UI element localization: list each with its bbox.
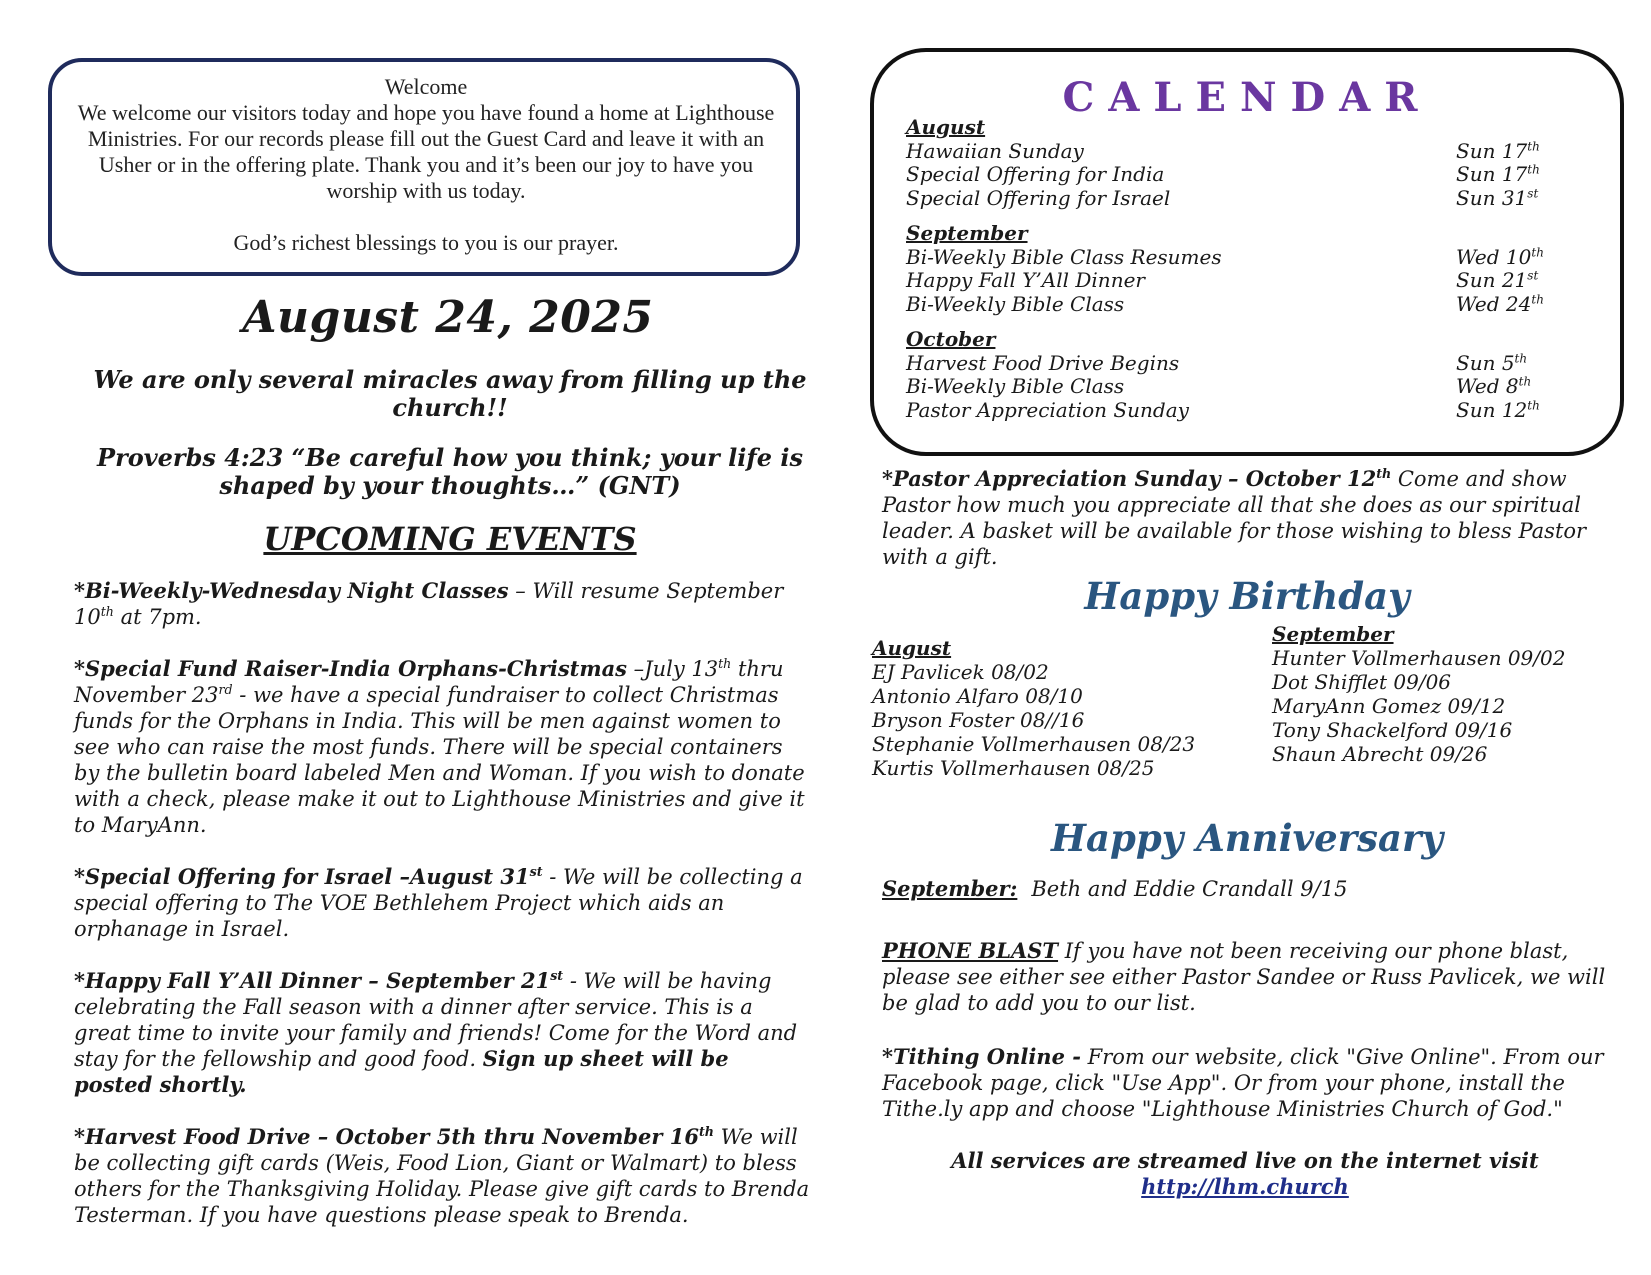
event-item: *Special Fund Raiser-India Orphans-Christmas –July 13th thru November 23rd - we have a special fundraiser to collect Christmas funds for the Orphans in India. This will be men against women to see who can raise the most funds. There will be special containers by the bulletin board labeled Men and Woman. If you wish to donate with a check, please make it out to Lighthouse Ministries and give it to MaryAnn.	[74, 656, 805, 837]
calendar-month: August	[906, 115, 986, 139]
list-item: Tony Shackelford 09/16	[1272, 718, 1513, 742]
event-title: *Harvest Food Drive – October 5th thru November 16	[74, 1124, 699, 1149]
list-item: Bryson Foster 08//16	[872, 708, 1085, 732]
welcome-heading: Welcome	[384, 74, 468, 99]
streaming-notice	[882, 1148, 1608, 1200]
event-item: *Happy Fall Y’All Dinner – September 21st - We will be having celebrating the Fall season with a dinner after service. This is a great time to invite your family and friends! Come for the Word and stay for the fellowship and good food. Sign up sheet will be posted shortly.	[74, 968, 798, 1097]
list-item: Stephanie Vollmerhausen 08/23	[872, 732, 1196, 756]
calendar-row: Bi-Weekly Bible Class Wed 24th	[906, 291, 1544, 316]
calendar-row: Harvest Food Drive Begins Sun 5th	[906, 350, 1528, 375]
event-title: *Bi-Weekly-Wednesday Night Classes	[74, 578, 509, 603]
anniversary-couple: Beth and Eddie Crandall 9/15	[1031, 877, 1348, 901]
welcome-body: We welcome our visitors today and hope you have found a home at Lighthouse Ministries. For our records please fill out the Guest Card and leave it with an Usher or in the offering plate. Thank you and it’s been our joy to have you worship with us today.	[77, 100, 775, 203]
calendar-row: Pastor Appreciation Sunday Sun 12th	[906, 397, 1540, 422]
birthday-month-label: August	[872, 636, 952, 660]
calendar-month-group	[906, 328, 1546, 422]
list-item: Antonio Alfaro 08/10	[872, 684, 1083, 708]
streaming-text: All services are streamed live on the internet visit	[951, 1148, 1539, 1173]
calendar-row: Bi-Weekly Bible Class Wed 8th	[906, 374, 1532, 398]
event-item: *Harvest Food Drive – October 5th thru November 16th We will be collecting gift cards (Weis, Food Lion, Giant or Walmart) to bless others for the Thanksgiving Holiday. Please give gift cards to Brenda Testerman. If you have questions please speak to Brenda.	[74, 1124, 810, 1227]
list-item: Shaun Abrecht 09/26	[1272, 742, 1488, 766]
calendar-month-group	[906, 116, 1546, 210]
calendar-row: Bi-Weekly Bible Class Resumes Wed 10th	[906, 244, 1544, 269]
tithing-title: *Tithing Online -	[882, 1044, 1081, 1069]
phone-blast-title: PHONE BLAST	[882, 938, 1059, 963]
event-title: *Special Offering for Israel –August 31	[74, 864, 530, 889]
anniversary-heading: Happy Anniversary	[1051, 816, 1443, 860]
list-item: Hunter Vollmerhausen 09/02	[1272, 646, 1566, 670]
calendar-list	[906, 116, 1546, 434]
calendar-title: CALENDAR	[1062, 74, 1432, 121]
list-item: Dot Shifflet 09/06	[1272, 670, 1452, 694]
pastor-appreciation-title: *Pastor Appreciation Sunday – October 12	[882, 466, 1377, 491]
calendar-month: September	[906, 221, 1028, 245]
birthday-heading: Happy Birthday	[1084, 574, 1410, 618]
calendar-row: Special Offering for India Sun 17th	[906, 162, 1540, 186]
bulletin-date: August 24, 2025	[242, 292, 654, 343]
list-item: Kurtis Vollmerhausen 08/25	[872, 756, 1155, 780]
pastor-appreciation-paragraph: *Pastor Appreciation Sunday – October 12th Come and show Pastor how much you appreciate all that she does as our spiritual leader. A basket will be available for those wishing to bless Pastor with a gift.	[882, 466, 1587, 569]
list-item: MaryAnn Gomez 09/12	[1272, 694, 1506, 718]
anniversary-line	[882, 876, 1594, 901]
upcoming-events-heading: UPCOMING EVENTS	[263, 520, 637, 558]
event-title: *Happy Fall Y’All Dinner – September 21	[74, 968, 551, 993]
proverbs-verse: Proverbs 4:23 “Be careful how you think; your life is shaped by your thoughts…” (GNT)	[97, 443, 803, 500]
event-item: *Special Offering for Israel –August 31st - We will be collecting a special offering to The VOE Bethlehem Project which aids an orphanage in Israel.	[74, 864, 803, 941]
calendar-row: Happy Fall Y’All Dinner Sun 21st	[906, 268, 1539, 292]
welcome-text	[68, 74, 784, 256]
list-item: EJ Pavlicek 08/02	[872, 660, 1049, 684]
event-item: *Bi-Weekly-Wednesday Night Classes – Will resume September 10th at 7pm.	[74, 578, 784, 629]
calendar-month: October	[906, 327, 996, 351]
phone-blast-paragraph: PHONE BLAST If you have not been receiving our phone blast, please see either see either Pastor Sandee or Russ Pavlicek, we will be glad to add you to our list.	[882, 938, 1606, 1015]
welcome-blessing: God’s richest blessings to you is our prayer.	[233, 230, 619, 255]
church-website-link[interactable]: http://lhm.church	[1141, 1174, 1349, 1199]
upcoming-events-list	[74, 578, 814, 1254]
calendar-row: Special Offering for Israel Sun 31st	[906, 185, 1539, 210]
birthday-september-list	[1272, 622, 1622, 766]
event-title: *Special Fund Raiser-India Orphans-Christmas	[74, 656, 627, 681]
anniversary-month-label: September:	[882, 876, 1018, 901]
calendar-row: Hawaiian Sunday Sun 17th	[906, 138, 1540, 163]
calendar-month-group	[906, 222, 1546, 316]
miracles-line: We are only several miracles away from filling up the church!!	[93, 365, 807, 422]
tithing-paragraph: *Tithing Online - From our website, click "Give Online". From our Facebook page, click "Use App". Or from your phone, install the Tithe.ly app and choose "Lighthouse Ministries Church of God."	[882, 1044, 1604, 1121]
birthday-august-list	[872, 636, 1232, 780]
birthday-month-label: September	[1272, 622, 1394, 646]
